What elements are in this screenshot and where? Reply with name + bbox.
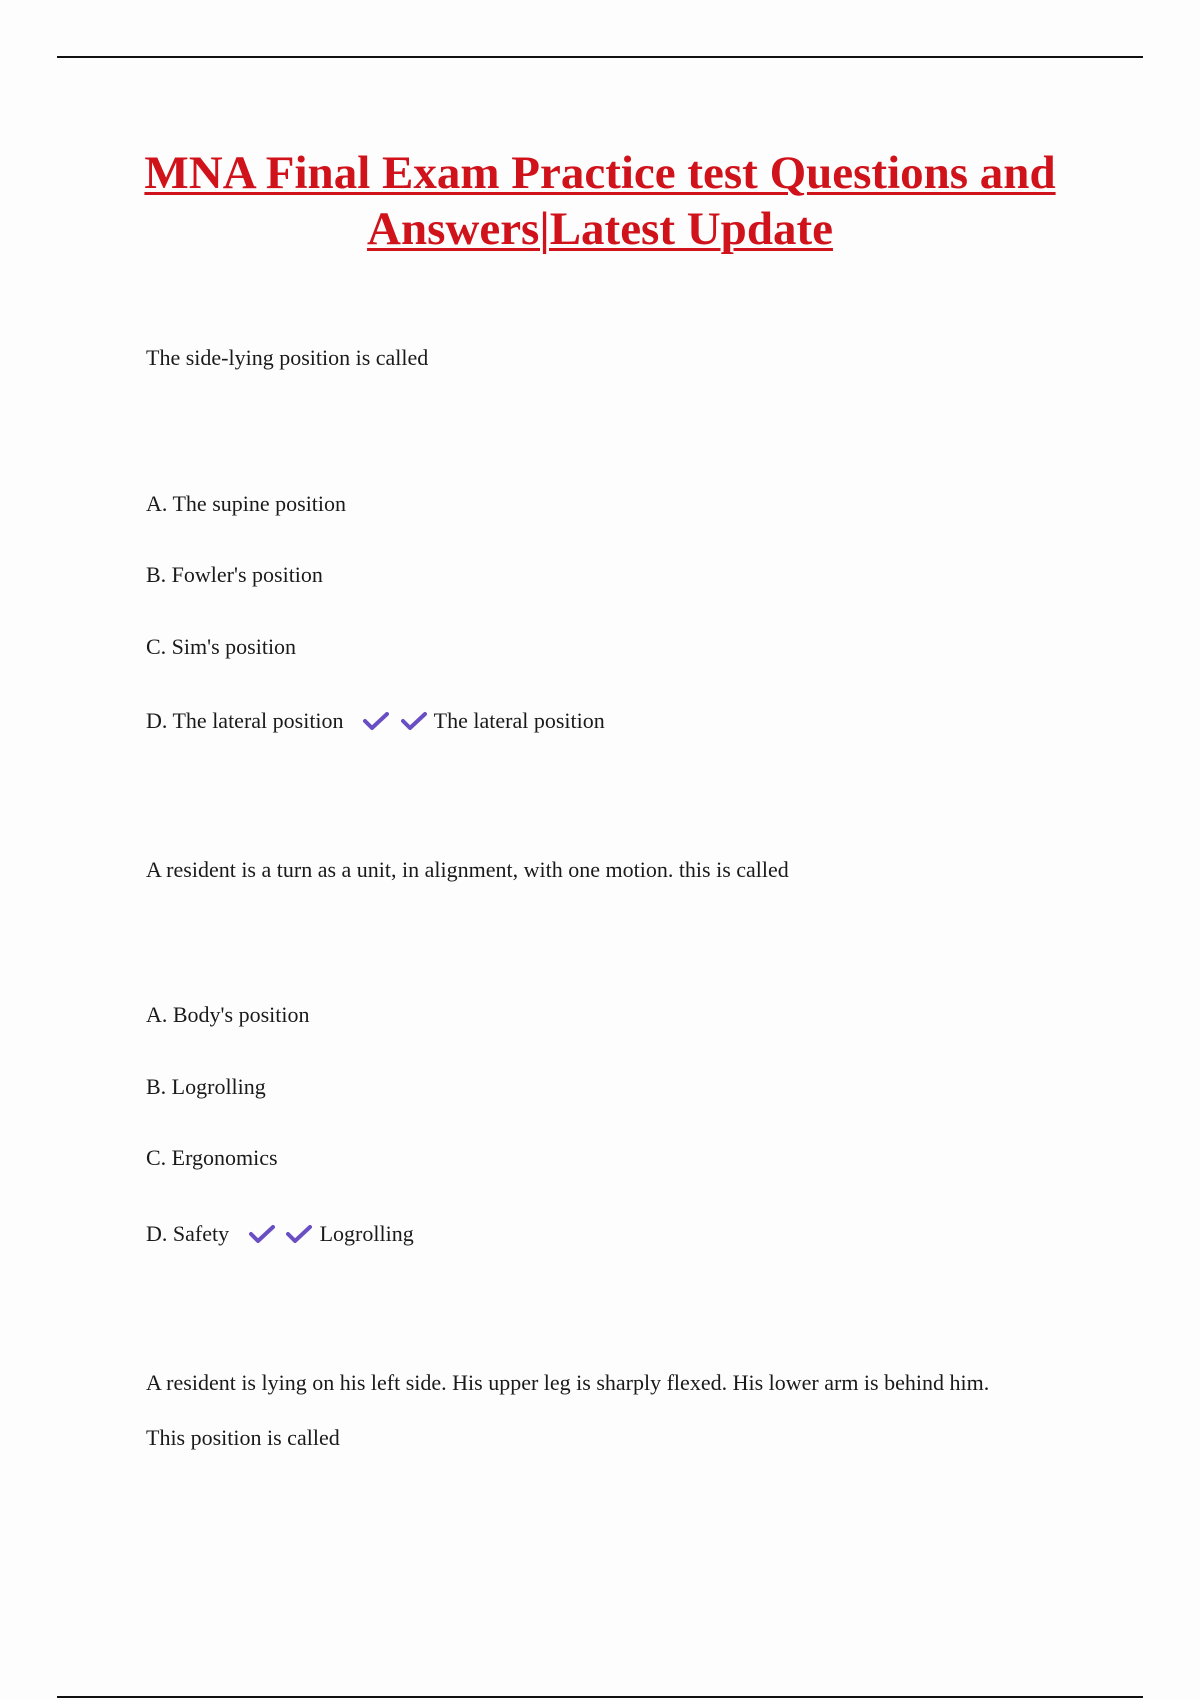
question-2-option-d-row <box>146 1220 414 1251</box>
checkmark-icon <box>401 711 427 731</box>
checkmark-icon <box>249 1224 275 1244</box>
question-2-prompt: A resident is a turn as a unit, in alignment, with one motion. this is called <box>146 857 789 882</box>
bottom-rule <box>57 1696 1143 1698</box>
question-1-option-b: B. Fowler's position <box>146 562 323 587</box>
question-2-option-b: B. Logrolling <box>146 1074 266 1099</box>
question-2-option-c: C. Ergonomics <box>146 1145 278 1170</box>
question-3-prompt-line-2: This position is called <box>146 1425 340 1450</box>
checkmark-icon <box>286 1224 312 1244</box>
document-title: MNA Final Exam Practice test Questions and Answers|Latest Update <box>144 147 1056 255</box>
checkmark-icon <box>363 711 389 731</box>
answer-checks <box>249 1223 313 1251</box>
question-3-prompt-line-1: A resident is lying on his left side. His upper leg is sharply flexed. His lower arm is behind him. <box>146 1370 990 1395</box>
question-2-option-d: D. Safety <box>146 1221 230 1246</box>
question-1-option-a: A. The supine position <box>146 491 347 516</box>
answer-checks <box>363 710 427 738</box>
question-1-option-d: D. The lateral position <box>146 708 344 733</box>
question-2-answer: Logrolling <box>319 1221 414 1246</box>
question-1-option-d-row <box>146 707 605 738</box>
question-1-option-c: C. Sim's position <box>146 634 297 659</box>
top-rule <box>57 56 1143 58</box>
question-1-answer: The lateral position <box>433 708 605 733</box>
question-1-prompt: The side-lying position is called <box>146 345 429 370</box>
question-2-option-a: A. Body's position <box>146 1002 310 1027</box>
